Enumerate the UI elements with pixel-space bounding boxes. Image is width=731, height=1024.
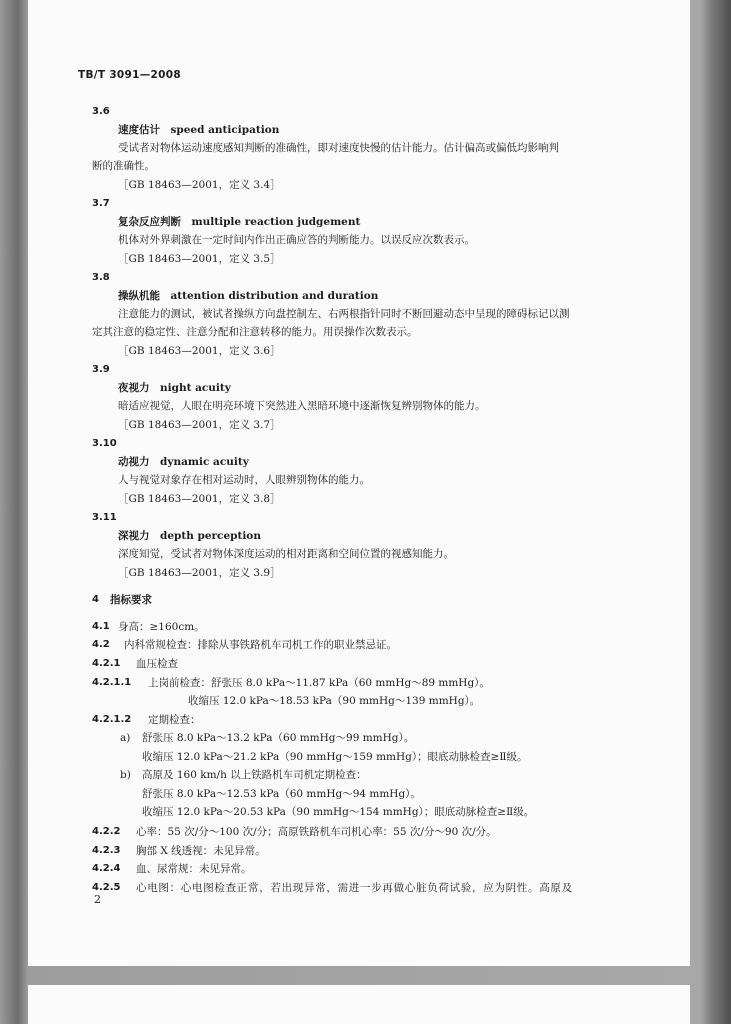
clause-text: 收缩压 12.0 kPa～18.53 kPa（90 mmHg～139 mmHg）。 [188, 695, 481, 707]
clause-text: 血、尿常规：未见异常。 [136, 863, 252, 875]
clause-number: 4.1 [92, 621, 110, 632]
reference: ［GB 18463—2001，定义 3.9］ [118, 567, 281, 579]
term-title: 动视力 dynamic acuity [118, 456, 249, 468]
reference: ［GB 18463—2001，定义 3.8］ [118, 493, 281, 505]
definition-text: 人与视觉对象存在相对运动时，人眼辨别物体的能力。 [118, 474, 370, 486]
clause-text: 心率：55 次/分～100 次/分；高原铁路机车司机心率：55 次/分～90 次/分。 [136, 826, 497, 838]
clause-text: 胸部 X 线透视：未见异常。 [136, 845, 266, 857]
reference: ［GB 18463—2001，定义 3.4］ [118, 179, 281, 191]
clause-text: 血压检查 [136, 658, 178, 670]
clause-number: 3.10 [92, 438, 117, 449]
reference: ［GB 18463—2001，定义 3.5］ [118, 253, 281, 265]
clause-text: 身高：≥160cm。 [118, 621, 205, 633]
clause-number: 4.2 [92, 639, 110, 650]
definition-text: 断的准确性。 [92, 160, 155, 172]
clause-text: 心电图：心电图检查正常，若出现异常，需进一步再做心脏负荷试验，应为阴性。高原及 [136, 882, 573, 894]
clause-number: 4.2.3 [92, 845, 121, 856]
clause-number: 4.2.1 [92, 658, 121, 669]
standard-header: TB/T 3091—2008 [78, 69, 181, 81]
section-number: 4 [92, 594, 99, 605]
clause-number: 3.9 [92, 364, 110, 375]
clause-text: 内科常规检查：排除从事铁路机车司机工作的职业禁忌证。 [124, 639, 397, 651]
list-marker: b) [120, 769, 131, 781]
list-item-text: 高原及 160 km/h 以上铁路机车司机定期检查： [142, 769, 367, 781]
clause-text: 定期检查： [148, 714, 201, 726]
clause-text: 上岗前检查：舒张压 8.0 kPa～11.87 kPa（60 mmHg～89 mmHg）。 [148, 677, 490, 689]
term-title: 复杂反应判断 multiple reaction judgement [118, 216, 361, 228]
reference: ［GB 18463—2001，定义 3.6］ [118, 345, 281, 357]
clause-number: 3.11 [92, 512, 117, 523]
term-title: 夜视力 night acuity [118, 382, 231, 394]
definition-text: 机体对外界刺激在一定时间内作出正确应答的判断能力。以误反应次数表示。 [118, 234, 475, 246]
definition-text: 深度知觉，受试者对物体深度运动的相对距离和空间位置的视感知能力。 [118, 548, 454, 560]
list-item-text: 舒张压 8.0 kPa～12.53 kPa（60 mmHg～94 mmHg）。 [142, 788, 421, 800]
page-number: 2 [94, 893, 101, 906]
definition-text: 注意能力的测试，被试者操纵方向盘控制左、右两根指针同时不断回避动态中呈现的障碍标记以测 [118, 308, 570, 320]
list-item-text: 收缩压 12.0 kPa～20.53 kPa（90 mmHg～154 mmHg）；眼底动脉检查≥Ⅱ级。 [142, 806, 535, 818]
clause-number: 3.7 [92, 198, 110, 209]
list-item-text: 舒张压 8.0 kPa～13.2 kPa（60 mmHg～99 mmHg）。 [142, 732, 415, 744]
section-title: 指标要求 [110, 594, 152, 606]
definition-text: 暗适应视觉，人眼在明亮环境下突然进入黑暗环境中逐渐恢复辨别物体的能力。 [118, 400, 486, 412]
term-title: 深视力 depth perception [118, 530, 261, 542]
definition-text: 受试者对物体运动速度感知判断的准确性，即对速度快慢的估计能力。估计偏高或偏低均影响判 [118, 142, 559, 154]
clause-number: 3.8 [92, 272, 110, 283]
clause-number: 4.2.2 [92, 826, 121, 837]
term-title: 操纵机能 attention distribution and duration [118, 290, 379, 302]
definition-text: 定其注意的稳定性、注意分配和注意转移的能力。用误操作次数表示。 [92, 326, 418, 338]
term-title: 速度估计 speed anticipation [118, 124, 280, 136]
clause-number: 4.2.5 [92, 882, 121, 893]
list-item-text: 收缩压 12.0 kPa～21.2 kPa（90 mmHg～159 mmHg）；眼底动脉检查≥Ⅱ级。 [142, 751, 528, 763]
reference: ［GB 18463—2001，定义 3.7］ [118, 419, 281, 431]
clause-number: 4.2.1.1 [92, 677, 132, 688]
list-marker: a) [120, 732, 131, 744]
clause-number: 4.2.1.2 [92, 714, 132, 725]
clause-number: 3.6 [92, 106, 110, 117]
clause-number: 4.2.4 [92, 863, 121, 874]
next-page-edge [28, 985, 690, 1024]
